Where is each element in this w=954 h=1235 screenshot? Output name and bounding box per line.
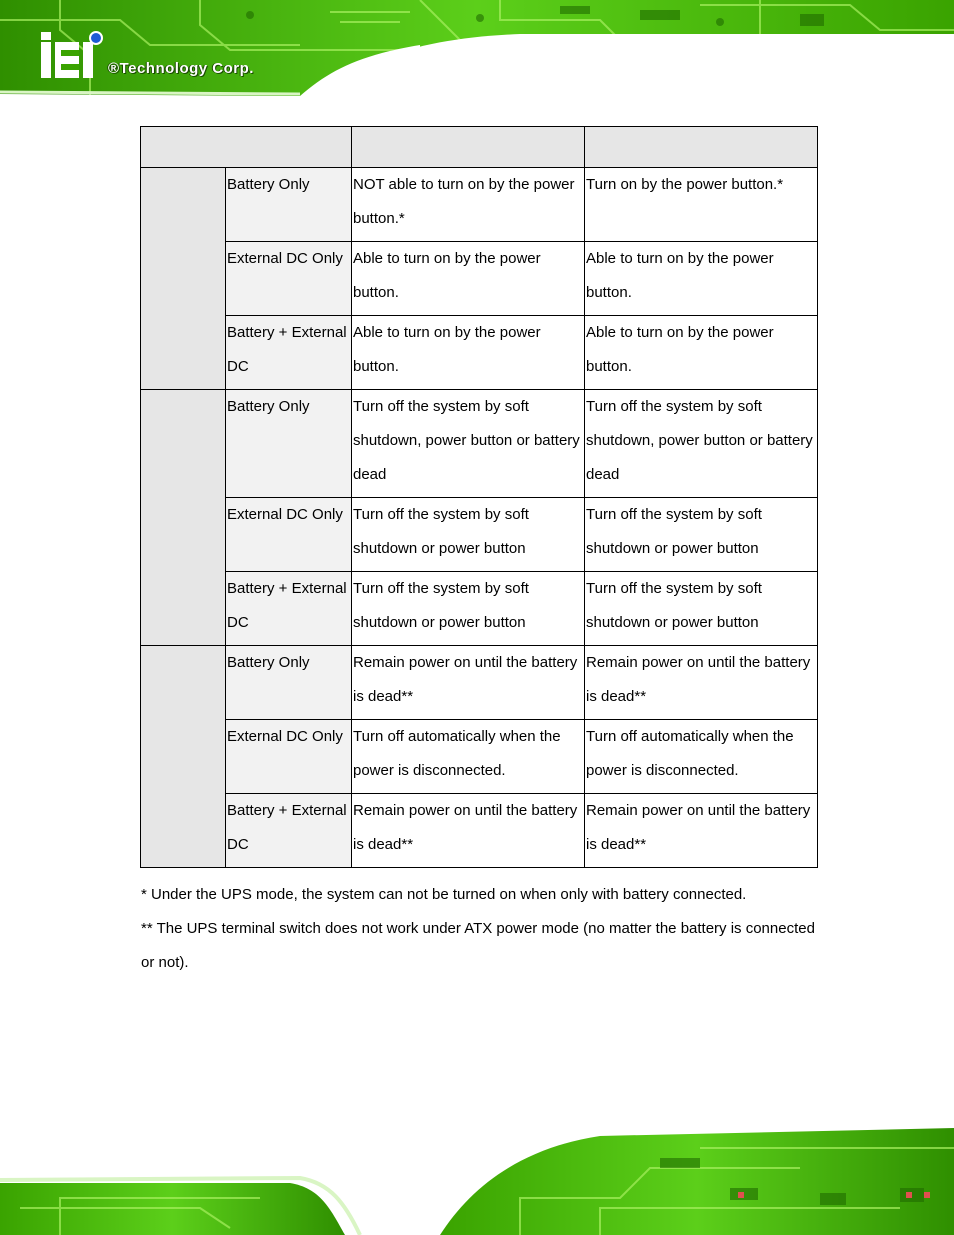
power-source-cell: Battery + External DC — [226, 794, 352, 868]
table-row — [141, 242, 818, 316]
power-source-cell: Battery Only — [226, 390, 352, 498]
mode-value-cell: Able to turn on by the power button. — [352, 242, 585, 316]
mode-value-cell: Turn off the system by soft shutdown, power button or battery dead — [352, 390, 585, 498]
power-source-cell: Battery + External DC — [226, 316, 352, 390]
power-source-cell: Battery Only — [226, 646, 352, 720]
table-row — [141, 316, 818, 390]
header-cell — [585, 127, 818, 168]
mode-value-cell: Remain power on until the battery is dead** — [585, 646, 818, 720]
header-cell — [352, 127, 585, 168]
footnotes — [141, 878, 821, 980]
mode-value-cell: Turn on by the power button.* — [585, 168, 818, 242]
company-name: ®Technology Corp. — [108, 60, 254, 77]
header-cell — [141, 127, 352, 168]
mode-value-cell: Remain power on until the battery is dead** — [352, 794, 585, 868]
footnote-ups-switch: ** The UPS terminal switch does not work under ATX power mode (no matter the battery is connected or not). — [141, 920, 815, 971]
mode-value-cell: NOT able to turn on by the power button.* — [352, 168, 585, 242]
mode-value-cell: Turn off automatically when the power is disconnected. — [585, 720, 818, 794]
mode-value-cell: Able to turn on by the power button. — [585, 242, 818, 316]
footer-banner — [0, 1128, 954, 1235]
table-header-row — [141, 127, 818, 168]
mode-value-cell: Turn off the system by soft shutdown or power button — [352, 498, 585, 572]
power-source-cell: Battery Only — [226, 168, 352, 242]
group-cell — [141, 646, 226, 868]
mode-value-cell: Remain power on until the battery is dead** — [585, 794, 818, 868]
company-logo — [36, 30, 296, 86]
table-row — [141, 720, 818, 794]
table-row — [141, 646, 818, 720]
footnote-ups-mode: * Under the UPS mode, the system can not be turned on when only with battery connected. — [141, 886, 747, 903]
mode-value-cell: Turn off the system by soft shutdown or power button — [585, 572, 818, 646]
group-cell — [141, 390, 226, 646]
power-source-cell: External DC Only — [226, 242, 352, 316]
table-row — [141, 390, 818, 498]
power-source-cell: External DC Only — [226, 720, 352, 794]
mode-value-cell: Able to turn on by the power button. — [352, 316, 585, 390]
iei-logo-icon — [36, 30, 106, 80]
group-cell — [141, 168, 226, 390]
table-row — [141, 794, 818, 868]
circuit-board-footer — [0, 1128, 954, 1235]
mode-value-cell: Turn off the system by soft shutdown or power button — [585, 498, 818, 572]
mode-value-cell: Turn off automatically when the power is disconnected. — [352, 720, 585, 794]
mode-value-cell: Turn off the system by soft shutdown, power button or battery dead — [585, 390, 818, 498]
power-mode-table — [140, 126, 818, 868]
mode-value-cell: Able to turn on by the power button. — [585, 316, 818, 390]
mode-value-cell: Turn off the system by soft shutdown or power button — [352, 572, 585, 646]
table-row — [141, 572, 818, 646]
power-source-cell: External DC Only — [226, 498, 352, 572]
power-source-cell: Battery + External DC — [226, 572, 352, 646]
mode-value-cell: Remain power on until the battery is dead** — [352, 646, 585, 720]
table-row — [141, 168, 818, 242]
header-banner — [0, 0, 954, 112]
table-row — [141, 498, 818, 572]
